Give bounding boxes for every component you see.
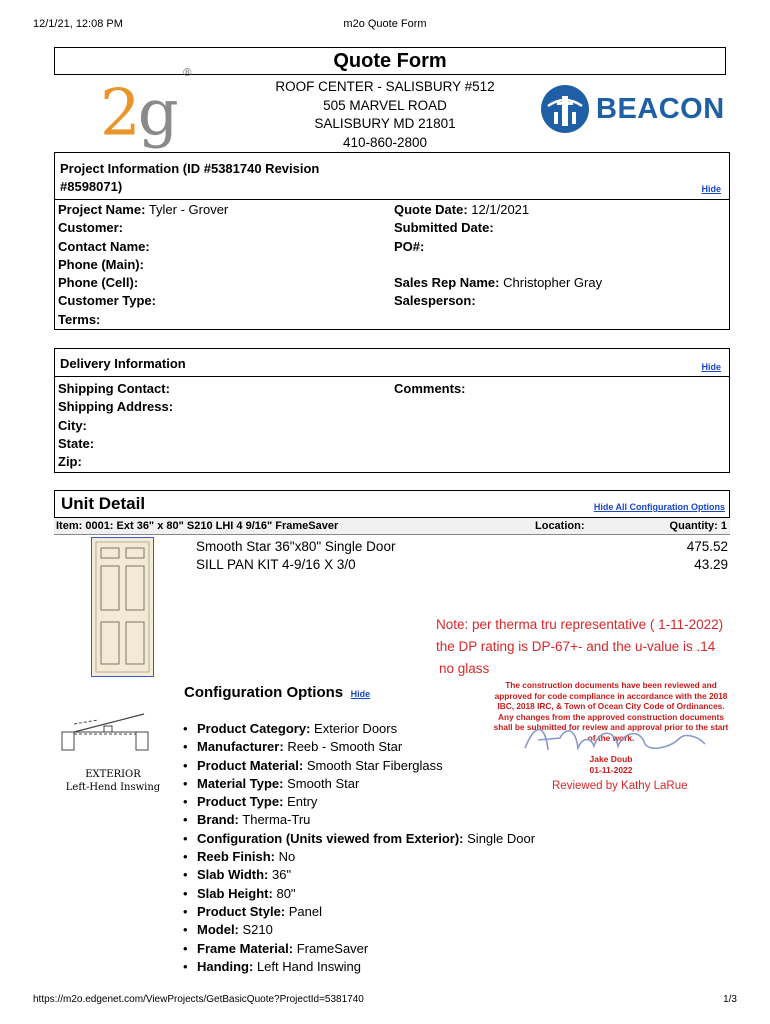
reviewed-by: Reviewed by Kathy LaRue: [552, 780, 688, 792]
item-description: Item: 0001: Ext 36" x 80" S210 LHI 4 9/16" FrameSaver: [56, 520, 339, 532]
print-url: https://m2o.edgenet.com/ViewProjects/GetBasicQuote?ProjectId=5381740: [33, 994, 364, 1005]
config-option: • Product Type: Entry: [183, 793, 535, 811]
divider: [54, 376, 730, 377]
config-option: • Frame Material: FrameSaver: [183, 940, 535, 958]
config-options-list: [183, 720, 535, 976]
config-option: • Brand: Therma-Tru: [183, 811, 535, 829]
customer-type-label: Customer Type:: [58, 293, 156, 309]
config-option: • Product Style: Panel: [183, 903, 535, 921]
note-line1: Note: per therma tru representative ( 1-11-2022): [436, 617, 724, 632]
unit-detail-header: [54, 490, 730, 518]
note-line2: the DP rating is DP-67+- and the u-value is .14: [436, 639, 716, 654]
stamp-line4: Any changes from the approved construction documents: [498, 711, 724, 722]
config-option: • Handing: Left Hand Inswing: [183, 958, 535, 976]
stamp-line5: shall be submitted for review and approval prior to the start: [493, 722, 729, 732]
config-title: Configuration Options: [184, 684, 344, 701]
beacon-text: BEACON: [596, 92, 725, 125]
config-option: • Slab Height: 80": [183, 885, 535, 903]
quote-date-value: 12/1/2021: [471, 202, 530, 217]
delivery-hide-link[interactable]: Hide: [701, 362, 721, 372]
city-label: City:: [58, 417, 87, 433]
stamp-line2: approved for code compliance in accordance with the 2018: [494, 690, 728, 701]
customer-label: Customer:: [58, 220, 124, 236]
terms-label: Terms:: [58, 311, 101, 327]
config-hide-link[interactable]: Hide: [350, 689, 371, 699]
config-option: • Product Material: Smooth Star Fiberglass: [183, 757, 535, 775]
salesperson-label: Salesperson:: [394, 293, 476, 309]
print-page-title: m2o Quote Form: [343, 18, 427, 30]
beacon-logo: [540, 84, 725, 134]
line-item-desc: SILL PAN KIT 4-9/16 X 3/0: [196, 557, 356, 572]
stamp-line3: IBC, 2018 IRC, & Town of Ocean City Code of Ordinances.: [497, 701, 725, 711]
print-datetime: 12/1/21, 12:08 PM: [33, 18, 123, 30]
store-line1: ROOF CENTER - SALISBURY #512: [275, 79, 495, 94]
sales-rep-label: Sales Rep Name:: [394, 275, 500, 291]
project-name-value: Tyler - Grover: [148, 202, 229, 217]
phone-cell-label: Phone (Cell):: [58, 275, 139, 291]
unit-detail-title: Unit Detail: [61, 494, 146, 513]
project-left-column: [58, 201, 228, 329]
zip-label: Zip:: [58, 454, 82, 470]
form-title: Quote Form: [54, 47, 726, 75]
config-title-row: [184, 684, 370, 702]
store-line3: SALISBURY MD 21801: [314, 116, 456, 131]
contact-name-label: Contact Name:: [58, 238, 150, 254]
stamp-line6: of the work.: [587, 732, 635, 743]
shipping-address-label: Shipping Address:: [58, 399, 174, 415]
config-option: • Reeb Finish: No: [183, 848, 535, 866]
location-label: Location:: [535, 520, 585, 532]
divider: [54, 199, 730, 200]
door-panel-icon: [92, 538, 153, 676]
logo-2g-two: 2: [100, 76, 138, 151]
quantity-value: Quantity: 1: [669, 520, 727, 532]
diagram-caption1: EXTERIOR: [85, 769, 141, 780]
config-option: • Product Category: Exterior Doors: [183, 720, 535, 738]
shipping-contact-label: Shipping Contact:: [58, 381, 170, 396]
line-items: [196, 538, 395, 574]
line-item-desc: Smooth Star 36"x80" Single Door: [196, 539, 396, 554]
line-item-price: 43.29: [694, 557, 728, 572]
phone-main-label: Phone (Main):: [58, 256, 144, 272]
state-label: State:: [58, 435, 95, 451]
door-swing-caption: [58, 768, 168, 794]
project-right-column: [394, 201, 602, 311]
diagram-caption2: Left-Hend Inswing: [65, 782, 161, 793]
quote-date-label: Quote Date:: [394, 202, 468, 217]
project-hide-link[interactable]: Hide: [701, 184, 721, 194]
stamp-signer: [541, 754, 681, 775]
line-item-prices: [687, 538, 728, 574]
config-option: • Model: S210: [183, 921, 535, 939]
logo-2g-g: g: [137, 76, 176, 151]
project-info-header: [60, 160, 319, 196]
config-option: • Material Type: Smooth Star: [183, 775, 535, 793]
beacon-lighthouse-icon: [540, 84, 590, 134]
store-line2: 505 MARVEL ROAD: [323, 97, 447, 113]
delivery-header: Delivery Information: [60, 356, 186, 371]
store-phone: 410-860-2800: [342, 134, 428, 150]
project-header-line2: #8598071): [60, 179, 123, 194]
delivery-left-column: [58, 380, 173, 471]
note-line3: no glass: [439, 661, 490, 676]
stamp-line1: The construction documents have been reviewed and: [505, 680, 717, 690]
project-header-line1: Project Information (ID #5381740 Revision: [60, 161, 320, 176]
config-option: • Manufacturer: Reeb - Smooth Star: [183, 738, 535, 756]
submitted-date-label: Submitted Date:: [394, 220, 494, 236]
project-name-label: Project Name:: [58, 202, 146, 217]
stamp-date: 01-11-2022: [589, 764, 633, 775]
stamp-signer-name: Jake Doub: [589, 754, 633, 764]
line-item-price: 475.52: [686, 539, 728, 554]
config-option: • Configuration (Units viewed from Exterior): Single Door: [183, 830, 535, 848]
print-page-number: 1/3: [723, 994, 737, 1005]
registered-mark: ®: [181, 66, 193, 79]
item-row: [54, 518, 730, 535]
handwritten-note: [436, 614, 723, 680]
door-swing-diagram: [58, 712, 158, 765]
door-swing-icon: [58, 712, 158, 760]
door-image: [91, 537, 154, 677]
hide-all-config-link[interactable]: Hide All Configuration Options: [593, 502, 725, 512]
comments-label: Comments:: [394, 381, 466, 396]
po-label: PO#:: [394, 238, 425, 254]
config-option: • Slab Width: 36": [183, 866, 535, 884]
sales-rep-value: Christopher Gray: [503, 275, 603, 291]
